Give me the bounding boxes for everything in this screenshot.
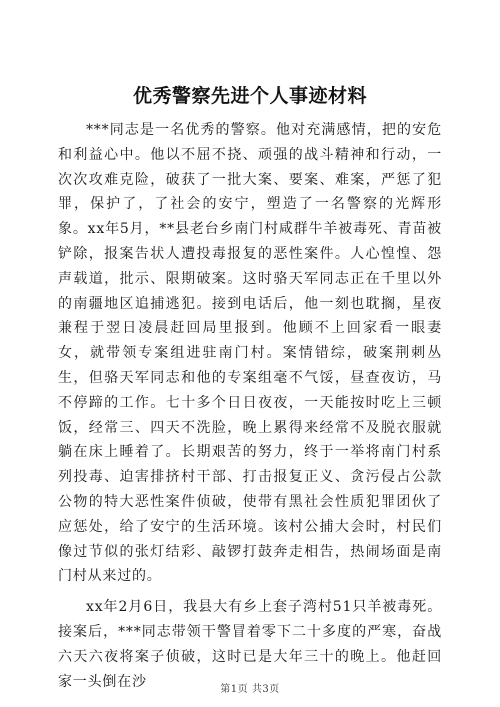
page-footer: 第1页 共3页 xyxy=(220,684,280,695)
paragraph-1: ***同志是一名优秀的警察。他对充满感情，把的安危和利益心中。他以不屈不挠、顽强的战斗精神和行动，一次次攻难克险，破获了一批大案、要案、难案，严惩了犯罪，保护了，了社会的安宁，塑造了一名警察的光辉形象。xx年5月，**县老台乡南门村咸群牛羊被毒死、青苗被铲除，报案告状人遭投毒报复的恶性案件。人心惶惶、怨声载道，批示、限期破案。这时骆天军同志正在千里以外的南疆地区追捕逃犯。接到电话后，他一刻也耽搁，星夜兼程于翌日凌晨赶回局里报到。他顾不上回家看一眼妻女，就带领专案组进驻南门村。案情错综，破案荆刺丛生，但骆天军同志和他的专案组毫不气馁，昼查夜访，马不停蹄的工作。七十多个日日夜夜，一天能按时吃上三顿饭，经常三、四天不洗脸，晚上累得来经常不及脱衣服就躺在床上睡着了。长期艰苦的努力，终于一举将南门村系列投毒、迫害排挤村干部、打击报复正义、贪污侵占公款公物的特大恶性案件侦破，使带有黑社会性质犯罪团伙了应惩处，给了安宁的生活环境。该村公捕大会时，村民们像过节似的张灯结彩、敲锣打鼓奔走相告，热闹场面是南门村从来过的。 xyxy=(58,122,442,585)
paragraph-2: xx年2月6日，我县大有乡上套子湾村51只羊被毒死。接案后，***同志带领干警冒着零下二十多度的严寒，奋战六天六夜将案子侦破，这时已是大年三十的晚上。他赶回家一头倒在沙 xyxy=(58,599,442,690)
document-title: 优秀警察先进个人事迹材料 xyxy=(132,85,367,107)
